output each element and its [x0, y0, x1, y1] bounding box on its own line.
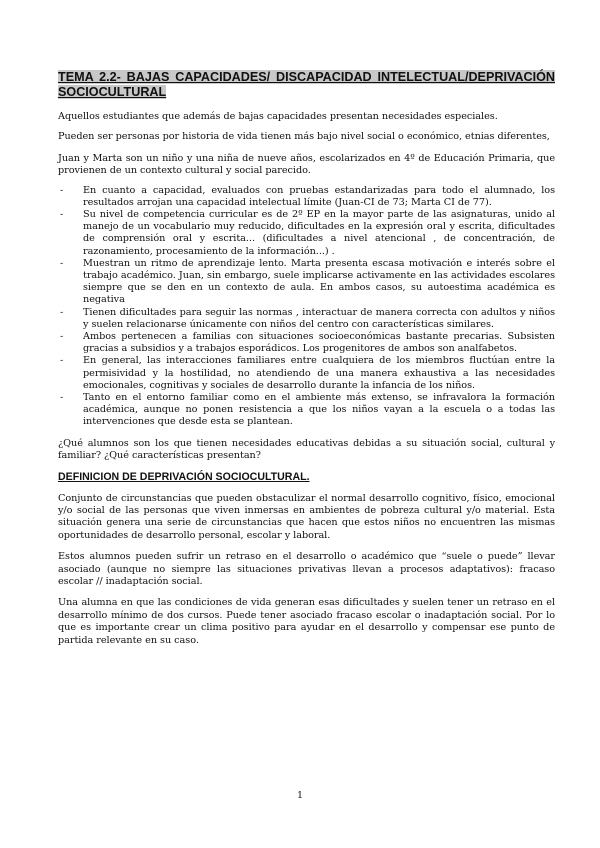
list-item-text: Ambos pertenecen a familias con situaciones socioeconómicas bastante precarias. Subsisten gracias a subsidios y a trabajos esporádicos. Los progenitores de ambos son analfabetos. [83, 331, 555, 355]
list-item [58, 185, 555, 209]
list-item [58, 258, 555, 307]
list-item [58, 307, 555, 331]
bullet-marker: - [60, 306, 64, 318]
list-item-text: Muestran un ritmo de aprendizaje lento. Marta presenta escasa motivación e interés sobre el trabajo académico. Juan, sin embargo, suele implicarse activamente en las actividades escolares siempre que se den en un contexto de aula. En ambos casos, su autoestima académica es negativa [83, 257, 555, 306]
bullet-marker: - [60, 209, 64, 221]
question-paragraph: ¿Qué alumnos son los que tienen necesidades educativas debidas a su situación social, cultural y familiar? ¿Qué características presentan? [58, 437, 555, 462]
bullet-marker: - [60, 392, 64, 404]
list-item-text: Su nivel de competencia curricular es de 2º EP en la mayor parte de las asignaturas, unido al manejo de un vocabulario muy reducido, dificultades en la expresión oral y escrita, dificultades de comprensión oral y escrita... (dificultades a nivel atencional , de concentración, de razonamiento, procesamiento de la información...) . [83, 209, 555, 257]
list-item-text: Tienen dificultades para seguir las normas , interactuar de manera correcta con adultos y niños y suelen relacionarse únicamente con niños del centro con características similares. [83, 306, 555, 330]
definition-paragraph-1: Conjunto de circunstancias que pueden obstaculizar el normal desarrollo cognitivo, físico, emocional y/o social de las personas que viven inmersas en ambientes de pobreza cultural y/o material. Esta situación genera una serie de circunstancias que hacen que estos niños no encuentren las mismas oportunidades de desarrollo personal, escolar y laboral. [58, 492, 555, 541]
definition-heading: DEFINICION DE DEPRIVACIÓN SOCIOCULTURAL. [58, 470, 310, 483]
case-characteristics-list [58, 185, 555, 429]
intro-paragraph-3: Juan y Marta son un niño y una niña de nueve años, escolarizados en 4º de Educación Primaria, que provienen de un contexto cultural y social parecido. [58, 152, 555, 177]
list-item-text: En cuanto a capacidad, evaluados con pruebas estandarizadas para todo el alumnado, los resultados arrojan una capacidad intelectual límite (Juan-CI de 73; Marta CI de 77). [83, 184, 555, 208]
document-page [58, 70, 555, 647]
list-item [58, 331, 555, 355]
bullet-marker: - [60, 184, 64, 196]
list-item [58, 209, 555, 258]
bullet-marker: - [60, 257, 64, 269]
list-item [58, 355, 555, 392]
definition-paragraph-3: Una alumna en que las condiciones de vida generan esas dificultades y suelen tener un retraso en el desarrollo mínimo de dos cursos. Puede tener asociado fracaso escolar o inadaptación social. Por lo que es importante crear un clima positivo para ayudar en el desarrollo y compensar ese punto de partida relevante en su caso. [58, 597, 555, 646]
page-number: 1 [296, 790, 304, 801]
list-item [58, 392, 555, 429]
definition-paragraph-2: Estos alumnos pueden sufrir un retraso en el desarrollo o académico que “suele o puede” llevar asociado (aunque no siempre las situaciones privativas llevan a procesos adaptativos): fracaso escolar // inadaptación social. [58, 551, 555, 587]
intro-paragraph-1: Aquellos estudiantes que además de bajas capacidades presentan necesidades especiales. [58, 111, 498, 122]
intro-paragraph-2: Pueden ser personas por historia de vida tienen más bajo nivel social o económico, etnias diferentes, [58, 131, 550, 143]
document-title [58, 70, 555, 100]
list-item-text: Tanto en el entorno familiar como en el ambiente más extenso, se infravalora la formación académica, aunque no ponen resistencia a que los niños vayan a la escuela o a todas las intervenciones que desde esta se plantean. [83, 392, 555, 428]
document-title-text: TEMA 2.2- BAJAS CAPACIDADES/ DISCAPACIDAD INTELECTUAL/DEPRIVACIÓN SOCIOCULTURAL [58, 70, 555, 99]
bullet-marker: - [60, 331, 64, 343]
bullet-marker: - [60, 355, 64, 367]
list-item-text: En general, las interacciones familiares entre cualquiera de los miembros fluctúan entre la permisividad y la hostilidad, no atendiendo de una manera exhaustiva a las necesidades emocionales, cognitivas y sociales de desarrollo durante la infancia de los niños. [83, 355, 555, 391]
